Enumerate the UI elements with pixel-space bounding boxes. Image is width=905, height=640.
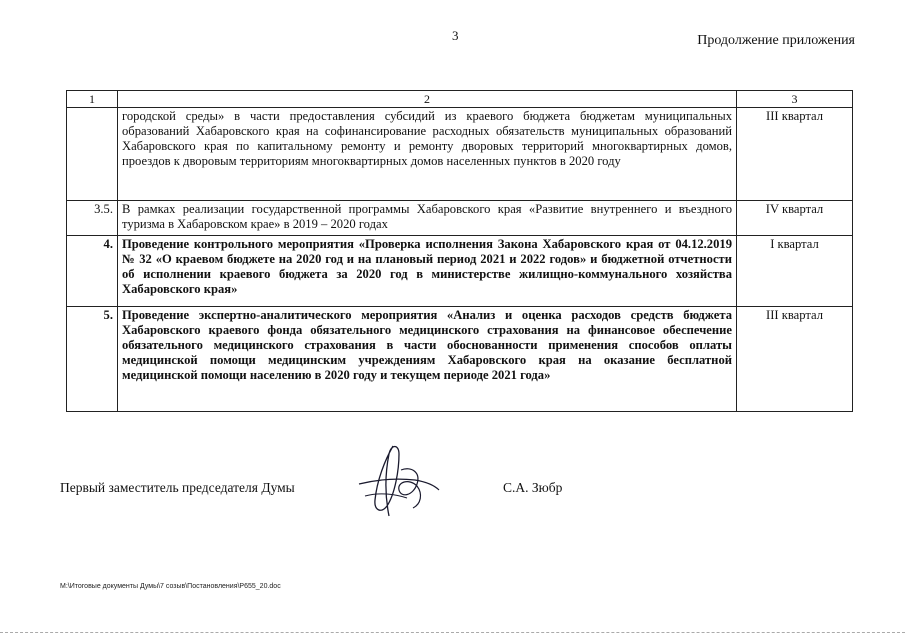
table-row	[67, 201, 853, 236]
table-row	[67, 236, 853, 307]
signatory-position: Первый заместитель председателя Думы	[60, 480, 295, 495]
row-text-content: Проведение контрольного мероприятия «Проверка исполнения Закона Хабаровского края от 04.12.2019 № 32 «О краевом бюджете на 2020 год и на плановый период 2021 и 2022 годов» и бюджетной отчетности об исполнении краевого бюджета за 2020 год в министерстве жилищно-коммунального хозяйства Хабаровского края»	[122, 237, 732, 296]
plan-table	[66, 90, 853, 412]
page-number: 3	[452, 28, 459, 43]
table-header-row	[67, 91, 853, 108]
row-number	[67, 108, 118, 201]
row-period: IV квартал	[737, 201, 853, 236]
table-row	[67, 108, 853, 201]
row-number: 4.	[67, 236, 118, 307]
row-text	[118, 236, 737, 307]
col-header-3: 3	[737, 91, 853, 108]
handwritten-signature	[355, 440, 445, 520]
col-header-1: 1	[67, 91, 118, 108]
table-row	[67, 307, 853, 412]
continuation-title: Продолжение приложения	[697, 33, 855, 48]
signatory-name: С.А. Зюбр	[503, 480, 563, 495]
file-path: M:\Итоговые документы Думы\7 созыв\Постановления\Р655_20.doc	[60, 583, 281, 590]
row-period: I квартал	[737, 236, 853, 307]
row-text	[118, 201, 737, 236]
row-number: 3.5.	[67, 201, 118, 236]
scan-edge-divider	[0, 632, 905, 634]
row-text-content: городской среды» в части предоставления субсидий из краевого бюджета бюджетам муниципальных образований Хабаровского края на софинансирование расходных обязательств муниципальных образований Хабаровского края по капитальному ремонту и ремонту дворовых территорий многоквартирных домов, проездов к дворовым территориям многоквартирных домов населенных пунктов в 2020 году	[122, 109, 732, 168]
row-period: III квартал	[737, 307, 853, 412]
row-text	[118, 108, 737, 201]
row-text-content: В рамках реализации государственной программы Хабаровского края «Развитие внутреннего и въездного туризма в Хабаровском крае» в 2019 – 2020 годах	[122, 202, 732, 231]
row-period: III квартал	[737, 108, 853, 201]
row-text-content: Проведение экспертно-аналитического мероприятия «Анализ и оценка расходов средств бюджета Хабаровского краевого фонда обязательного медицинского страхования на финансовое обеспечение обязательного медицинского страхования в части обоснованности применения способов оплаты медицинской помощи медицинским учреждениям Хабаровского края на оказание бесплатной медицинской помощи населению в 2020 году и текущем периоде 2021 года»	[122, 308, 732, 382]
row-number: 5.	[67, 307, 118, 412]
row-text	[118, 307, 737, 412]
col-header-2: 2	[118, 91, 737, 108]
